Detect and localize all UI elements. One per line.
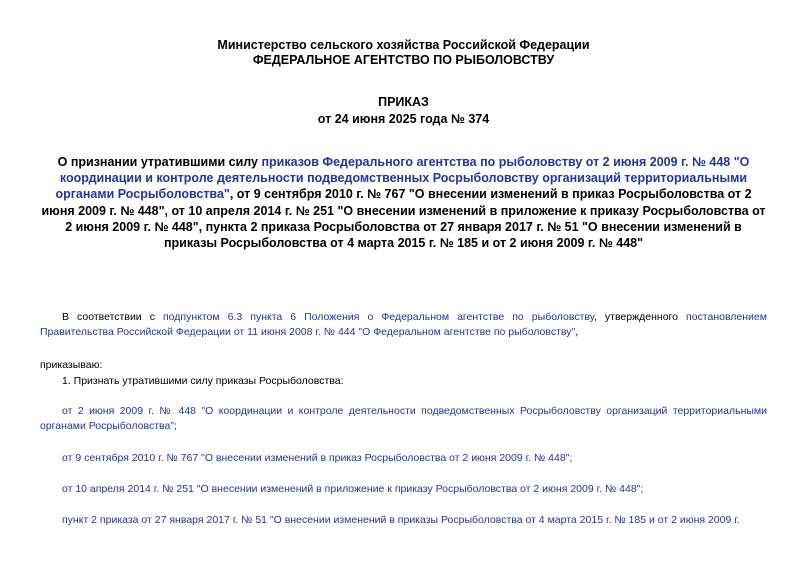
title-rest: , от 9 сентября 2010 г. № 767 "О внесении изменений в приказ Росрыболовства от 2 июня 2009 г. № 448", от 10 апреля 2014 г. № 251 "О внесении изменений в приложение к приказу Росрыболовства от 2 июня 2009 г. № 448", пункта 2 приказа Росрыболовства от 27 января 2017 г. № 51 "О внесении изменений в приказы Росрыболовства от 4 марта 2015 г. № 185 и от 2 июня 2009 г. № 448" — [41, 187, 766, 251]
preamble-text: В соответствии с — [62, 311, 163, 323]
ministry-name: Министерство сельского хозяйства Российской Федерации — [217, 38, 590, 52]
regulation-link[interactable]: подпунктом 6.3 пункта 6 Положения о Федеральном агентстве по рыболовству — [162, 311, 594, 323]
preamble-text-2: , утвержденного — [593, 311, 687, 323]
document-type: ПРИКАЗ — [378, 95, 429, 109]
title-link[interactable]: приказов Федерального агентства по рыболовству от 2 июня 2009 г. № 448 "О координации и контроле деятельности подведомственных Росрыболовству организаций территориальными органами Росрыболовства" — [55, 155, 750, 202]
preamble-paragraph — [40, 310, 767, 340]
resolution-link[interactable]: постановлением Правительства Российской Федерации от 11 июня 2008 г. № 444 "О Федеральном агентстве по рыболовству" — [40, 311, 767, 338]
repealed-item-link[interactable]: пункт 2 приказа от 27 января 2017 г. № 51 "О внесении изменений в приказы Росрыболовства от 4 марта 2015 г. № 185 и от 2 июня 2009 г. — [62, 514, 740, 526]
document-date: от 24 июня 2025 года № 374 — [317, 112, 490, 126]
order-word: приказываю: — [40, 359, 103, 371]
title-prefix: О признании утратившими силу — [57, 155, 262, 169]
point-1: 1. Признать утратившими силу приказы Росрыболовства: — [62, 375, 344, 387]
repealed-item-link[interactable]: от 10 апреля 2014 г. № 251 "О внесении изменений в приложение к приказу Росрыболовства от 2 июня 2009 г. № 448"; — [62, 483, 644, 495]
agency-name: ФЕДЕРАЛЬНОЕ АГЕНТСТВО ПО РЫБОЛОВСТВУ — [252, 53, 555, 67]
preamble-comma: , — [575, 326, 579, 338]
document-title — [40, 154, 767, 251]
repealed-item-link[interactable]: от 2 июня 2009 г. № 448 "О координации и контроле деятельности подведомственных Росрыболовству организаций территориальными органами Росрыболовства"; — [40, 405, 767, 432]
repealed-item-link[interactable]: от 9 сентября 2010 г. № 767 "О внесении изменений в приказ Росрыболовства от 2 июня 2009 г. № 448"; — [62, 452, 573, 464]
